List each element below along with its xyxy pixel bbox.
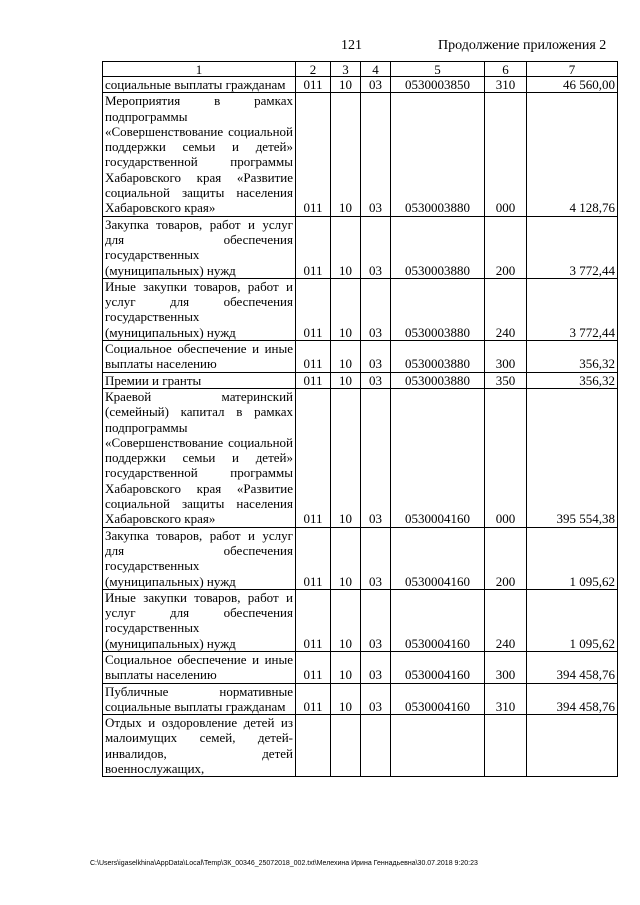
- row-name-cell: Закупка товаров, работ и услуг для обеспечения государственных (муниципальных) нужд: [103, 216, 296, 278]
- row-name-cell: Закупка товаров, работ и услуг для обеспечения государственных (муниципальных) нужд: [103, 527, 296, 589]
- column-header: 1: [103, 62, 296, 77]
- table-row: [103, 341, 618, 373]
- row-value-cell: [485, 715, 527, 777]
- table-body: [103, 62, 618, 777]
- row-value-cell: [296, 715, 331, 777]
- table-row: [103, 77, 618, 93]
- row-name-cell: Мероприятия в рамках подпрограммы «Совершенствование социальной поддержки семьи и детей» государственной программы Хабаровского края «Развитие социальной защиты населения Хабаровского края»: [103, 93, 296, 216]
- row-value-cell: 011: [296, 93, 331, 216]
- row-value-cell: 000: [485, 93, 527, 216]
- row-value-cell: 011: [296, 388, 331, 527]
- row-value-cell: 1 095,62: [527, 589, 618, 651]
- row-value-cell: 0530003880: [391, 216, 485, 278]
- row-value-cell: 011: [296, 341, 331, 373]
- row-name-cell: Иные закупки товаров, работ и услуг для обеспечения государственных (муниципальных) нужд: [103, 278, 296, 340]
- table-row: [103, 589, 618, 651]
- row-value-cell: 0530003880: [391, 341, 485, 373]
- row-value-cell: 350: [485, 372, 527, 388]
- budget-table: [102, 61, 618, 777]
- row-value-cell: 300: [485, 651, 527, 683]
- row-value-cell: 011: [296, 683, 331, 715]
- row-value-cell: 000: [485, 388, 527, 527]
- table-row: [103, 278, 618, 340]
- row-value-cell: 310: [485, 683, 527, 715]
- row-value-cell: 10: [331, 388, 361, 527]
- table-header-row: [103, 62, 618, 77]
- row-value-cell: 03: [361, 589, 391, 651]
- row-value-cell: 03: [361, 388, 391, 527]
- row-value-cell: 1 095,62: [527, 527, 618, 589]
- row-value-cell: 03: [361, 372, 391, 388]
- row-value-cell: 10: [331, 216, 361, 278]
- row-value-cell: 10: [331, 77, 361, 93]
- row-value-cell: 0530003880: [391, 93, 485, 216]
- column-header: 4: [361, 62, 391, 77]
- row-value-cell: 240: [485, 278, 527, 340]
- continuation-label: Продолжение приложения 2: [438, 38, 607, 53]
- table-row: [103, 651, 618, 683]
- column-header: 3: [331, 62, 361, 77]
- row-value-cell: 011: [296, 77, 331, 93]
- row-value-cell: 4 128,76: [527, 93, 618, 216]
- row-value-cell: 0530003880: [391, 278, 485, 340]
- row-value-cell: 3 772,44: [527, 216, 618, 278]
- row-value-cell: 0530004160: [391, 388, 485, 527]
- row-name-cell: Публичные нормативные социальные выплаты гражданам: [103, 683, 296, 715]
- row-value-cell: 0530004160: [391, 527, 485, 589]
- table-row: [103, 216, 618, 278]
- row-value-cell: 10: [331, 372, 361, 388]
- table-row: [103, 372, 618, 388]
- row-value-cell: 394 458,76: [527, 683, 618, 715]
- row-value-cell: 03: [361, 216, 391, 278]
- column-header: 6: [485, 62, 527, 77]
- row-value-cell: 356,32: [527, 372, 618, 388]
- row-value-cell: 011: [296, 589, 331, 651]
- row-value-cell: 0530004160: [391, 589, 485, 651]
- row-value-cell: 011: [296, 216, 331, 278]
- table-row: [103, 527, 618, 589]
- row-value-cell: 0530003850: [391, 77, 485, 93]
- table-row: [103, 93, 618, 216]
- row-value-cell: 0530004160: [391, 651, 485, 683]
- row-value-cell: 356,32: [527, 341, 618, 373]
- row-value-cell: 10: [331, 341, 361, 373]
- row-value-cell: 0530003880: [391, 372, 485, 388]
- row-value-cell: 10: [331, 651, 361, 683]
- row-value-cell: 0530004160: [391, 683, 485, 715]
- row-value-cell: 10: [331, 278, 361, 340]
- row-value-cell: [361, 715, 391, 777]
- row-value-cell: 394 458,76: [527, 651, 618, 683]
- row-value-cell: [391, 715, 485, 777]
- row-value-cell: 03: [361, 278, 391, 340]
- row-value-cell: 10: [331, 93, 361, 216]
- row-name-cell: социальные выплаты гражданам: [103, 77, 296, 93]
- row-name-cell: Отдых и оздоровление детей из малоимущих семей, детей-инвалидов, детей военнослужащих,: [103, 715, 296, 777]
- row-value-cell: 011: [296, 527, 331, 589]
- page-number: 121: [341, 38, 362, 53]
- row-name-cell: Краевой материнский (семейный) капитал в рамках подпрограммы «Совершенствование социальной поддержки семьи и детей» государственной программы Хабаровского края «Развитие социальной защиты населения Хабаровского края»: [103, 388, 296, 527]
- row-value-cell: 46 560,00: [527, 77, 618, 93]
- row-value-cell: 310: [485, 77, 527, 93]
- row-value-cell: [527, 715, 618, 777]
- column-header: 7: [527, 62, 618, 77]
- row-name-cell: Социальное обеспечение и иные выплаты населению: [103, 341, 296, 373]
- table-row: [103, 388, 618, 527]
- row-value-cell: 10: [331, 589, 361, 651]
- row-value-cell: 03: [361, 341, 391, 373]
- row-value-cell: 10: [331, 527, 361, 589]
- row-value-cell: 03: [361, 527, 391, 589]
- row-name-cell: Иные закупки товаров, работ и услуг для обеспечения государственных (муниципальных) нужд: [103, 589, 296, 651]
- row-value-cell: 200: [485, 527, 527, 589]
- row-value-cell: 03: [361, 683, 391, 715]
- row-value-cell: 03: [361, 77, 391, 93]
- row-value-cell: 10: [331, 683, 361, 715]
- column-header: 5: [391, 62, 485, 77]
- row-value-cell: 011: [296, 278, 331, 340]
- row-value-cell: 011: [296, 651, 331, 683]
- row-value-cell: 03: [361, 651, 391, 683]
- column-header: 2: [296, 62, 331, 77]
- table-row: [103, 715, 618, 777]
- row-value-cell: 395 554,38: [527, 388, 618, 527]
- footer-file-path: C:\Users\igaselkhina\AppData\Local\Temp\ЗК_00346_25072018_002.txt\Мелехина Ирина Геннадьевна\30.07.2018 9:20:23: [90, 860, 478, 867]
- row-name-cell: Премии и гранты: [103, 372, 296, 388]
- row-value-cell: 240: [485, 589, 527, 651]
- table-row: [103, 683, 618, 715]
- row-value-cell: 200: [485, 216, 527, 278]
- row-name-cell: Социальное обеспечение и иные выплаты населению: [103, 651, 296, 683]
- row-value-cell: 03: [361, 93, 391, 216]
- row-value-cell: [331, 715, 361, 777]
- row-value-cell: 011: [296, 372, 331, 388]
- row-value-cell: 300: [485, 341, 527, 373]
- row-value-cell: 3 772,44: [527, 278, 618, 340]
